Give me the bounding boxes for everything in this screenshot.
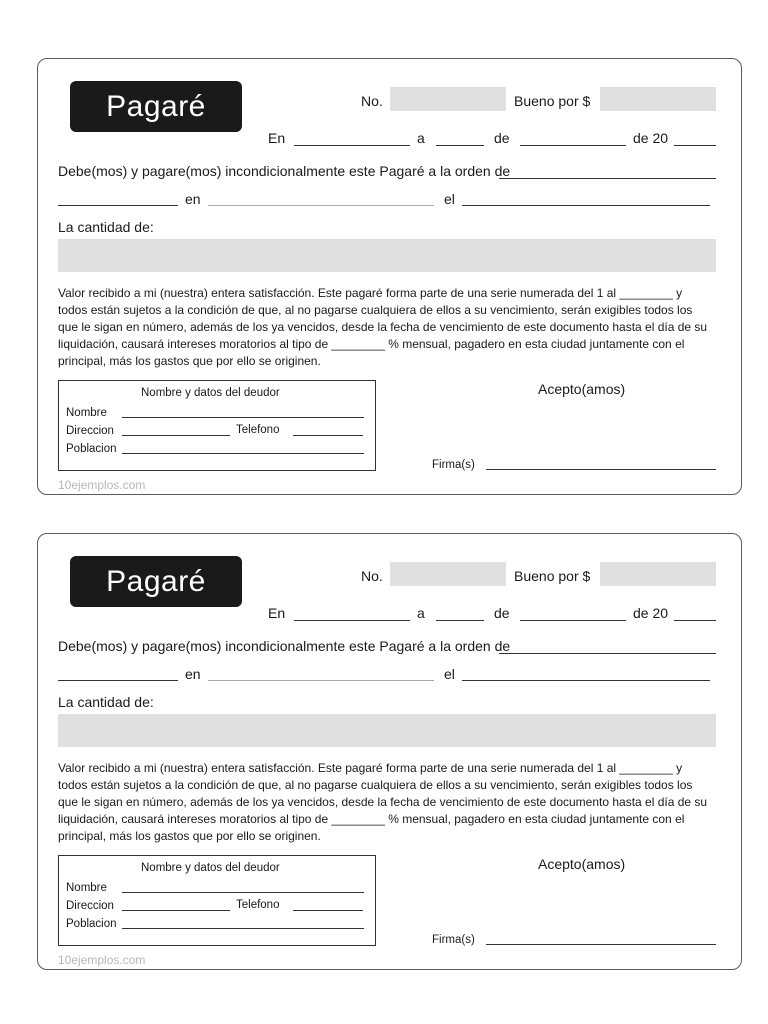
nombre-label: Nombre	[66, 407, 107, 419]
terms-line: liquidación, causará intereses moratorios al tipo de ________ % mensual, pagadero en esta ciudad juntamente con el	[58, 812, 685, 826]
no-field[interactable]	[390, 87, 506, 111]
debtor-title: Nombre y datos del deudor	[141, 862, 280, 874]
payee-line[interactable]	[499, 178, 716, 179]
watermark: 10ejemplos.com	[58, 478, 146, 492]
el-label: el	[444, 191, 455, 207]
poblacion-label: Poblacion	[66, 443, 117, 455]
direccion-line[interactable]	[122, 435, 230, 436]
signature-line[interactable]	[486, 469, 716, 470]
no-label: No.	[361, 93, 383, 109]
nombre-line[interactable]	[122, 892, 364, 893]
payee-line-2[interactable]	[58, 205, 178, 206]
debtor-box	[58, 855, 376, 946]
nombre-line[interactable]	[122, 417, 364, 418]
terms-line: principal, más los gastos que por ello se originen.	[58, 829, 321, 843]
poblacion-label: Poblacion	[66, 918, 117, 930]
terms-line: principal, más los gastos que por ello se originen.	[58, 354, 321, 368]
direccion-line[interactable]	[122, 910, 230, 911]
acepto-label: Acepto(amos)	[538, 856, 626, 872]
quantity-field[interactable]	[58, 714, 716, 747]
note-title: Pagaré	[70, 81, 242, 132]
payee-line-2[interactable]	[58, 680, 178, 681]
direccion-label: Direccion	[66, 425, 114, 437]
note-title: Pagaré	[70, 556, 242, 607]
terms-line: Valor recibido a mi (nuestra) entera satisfacción. Este pagaré forma parte de una serie numerada del 1 al ________ y	[58, 761, 683, 775]
amount-field[interactable]	[600, 87, 716, 111]
year-line[interactable]	[674, 620, 716, 621]
poblacion-line[interactable]	[122, 453, 364, 454]
watermark: 10ejemplos.com	[58, 953, 146, 967]
year-line[interactable]	[674, 145, 716, 146]
terms-line: Valor recibido a mi (nuestra) entera satisfacción. Este pagaré forma parte de una serie numerada del 1 al ________ y	[58, 286, 683, 300]
debtor-title: Nombre y datos del deudor	[141, 387, 280, 399]
day-line[interactable]	[436, 620, 484, 621]
telefono-label: Telefono	[236, 424, 280, 436]
promissory-note-2	[37, 533, 742, 970]
no-label: No.	[361, 568, 383, 584]
no-field[interactable]	[390, 562, 506, 586]
en-label: En	[268, 130, 286, 146]
amount-field[interactable]	[600, 562, 716, 586]
terms-paragraph	[58, 285, 723, 370]
signature-line[interactable]	[486, 944, 716, 945]
date-line[interactable]	[462, 205, 710, 206]
debe-text: Debe(mos) y pagare(mos) incondicionalmente este Pagaré a la orden de	[58, 638, 511, 654]
terms-line: liquidación, causará intereses moratorios al tipo de ________ % mensual, pagadero en esta ciudad juntamente con el	[58, 337, 685, 351]
de-20-label: de 20	[633, 605, 669, 621]
debtor-box	[58, 380, 376, 471]
direccion-label: Direccion	[66, 900, 114, 912]
el-label: el	[444, 666, 455, 682]
terms-line: todos están sujetos a la condición de que, al no pagarse cualquiera de ellos a su vencimiento, serán exigibles todos los	[58, 778, 693, 792]
month-line[interactable]	[520, 620, 626, 621]
promissory-note-1	[37, 58, 742, 495]
de-20-label: de 20	[633, 130, 669, 146]
location-line[interactable]	[208, 680, 434, 681]
debe-text: Debe(mos) y pagare(mos) incondicionalmente este Pagaré a la orden de	[58, 163, 511, 179]
telefono-line[interactable]	[293, 435, 363, 436]
terms-line: que le sigan en número, además de los ya vencidos, desde la fecha de vencimiento de este documento hasta el día de su	[58, 795, 708, 809]
quantity-field[interactable]	[58, 239, 716, 272]
acepto-label: Acepto(amos)	[538, 381, 626, 397]
terms-line: todos están sujetos a la condición de que, al no pagarse cualquiera de ellos a su vencimiento, serán exigibles todos los	[58, 303, 693, 317]
location-line[interactable]	[208, 205, 434, 206]
telefono-line[interactable]	[293, 910, 363, 911]
a-label: a	[417, 605, 425, 621]
telefono-label: Telefono	[236, 899, 280, 911]
cantidad-label: La cantidad de:	[58, 219, 154, 235]
date-line[interactable]	[462, 680, 710, 681]
terms-paragraph	[58, 760, 723, 845]
month-line[interactable]	[520, 145, 626, 146]
place-line[interactable]	[294, 145, 410, 146]
de-label: de	[494, 605, 510, 621]
day-line[interactable]	[436, 145, 484, 146]
en-location-label: en	[185, 191, 201, 207]
firma-label: Firma(s)	[432, 459, 475, 471]
cantidad-label: La cantidad de:	[58, 694, 154, 710]
poblacion-line[interactable]	[122, 928, 364, 929]
place-line[interactable]	[294, 620, 410, 621]
nombre-label: Nombre	[66, 882, 107, 894]
en-label: En	[268, 605, 286, 621]
firma-label: Firma(s)	[432, 934, 475, 946]
payee-line[interactable]	[499, 653, 716, 654]
de-label: de	[494, 130, 510, 146]
bueno-por-label: Bueno por $	[514, 93, 591, 109]
en-location-label: en	[185, 666, 201, 682]
terms-line: que le sigan en número, además de los ya vencidos, desde la fecha de vencimiento de este documento hasta el día de su	[58, 320, 708, 334]
bueno-por-label: Bueno por $	[514, 568, 591, 584]
a-label: a	[417, 130, 425, 146]
